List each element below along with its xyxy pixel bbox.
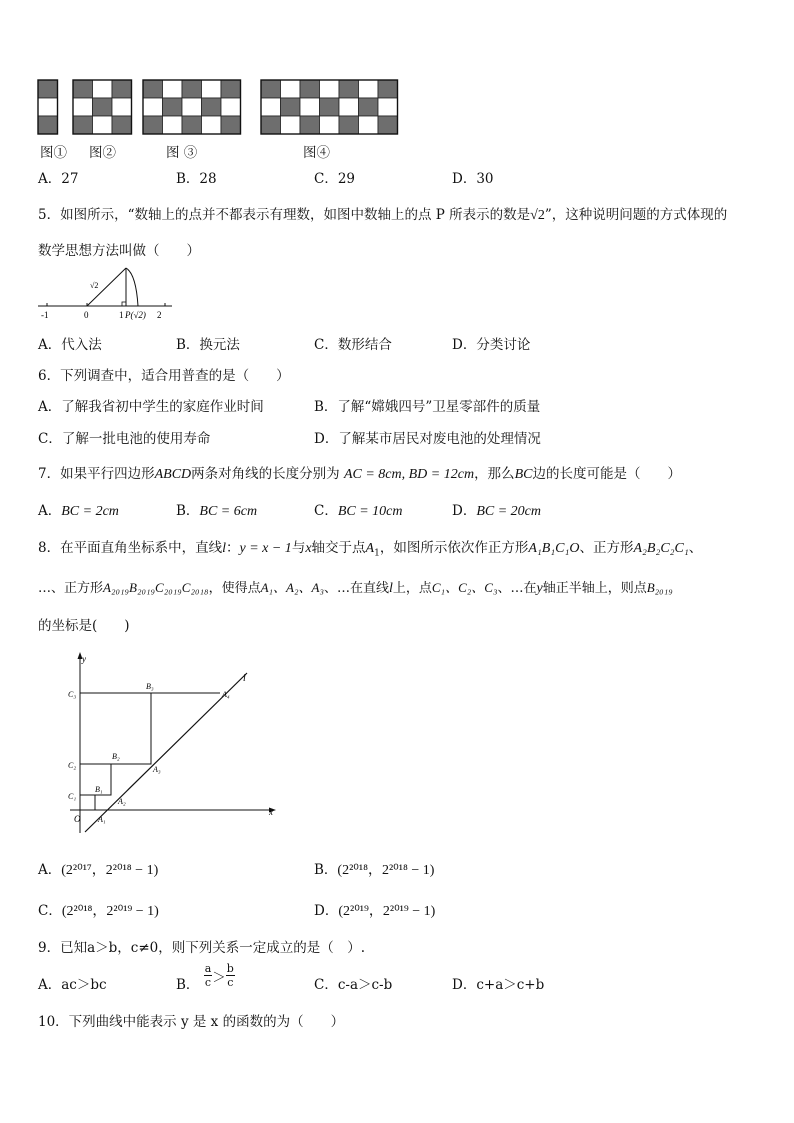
dark-tile	[163, 98, 183, 116]
a2-label: A₂	[118, 797, 126, 806]
dark-tile	[143, 80, 163, 98]
number-line-figure	[30, 262, 190, 322]
dark-tile	[143, 116, 163, 134]
dark-tile	[38, 80, 58, 98]
dark-tile	[378, 116, 398, 134]
q9-option-d: D．c+a＞c+b	[452, 977, 545, 993]
light-tile	[73, 98, 93, 116]
dark-tile	[339, 116, 359, 134]
q6-option-b: B．了解“嫦娥四号”卫星零部件的质量	[314, 399, 541, 415]
q7-stem: 7．如果平行四边形ABCD两条对角线的长度分别为 AC = 8cm, BD = 12cm，那么BC边的长度可能是（ ）	[38, 466, 681, 482]
q6-stem: 6．下列调查中，适合用普查的是（ ）	[38, 368, 290, 384]
label-sqrt2: √2	[90, 281, 99, 290]
q7-option-a: A．BC = 2cm	[38, 503, 119, 519]
q8-option-b: B．(2²⁰¹⁸，2²⁰¹⁸ − 1)	[314, 862, 435, 878]
light-tile	[320, 116, 340, 134]
q5-option-d: D．分类讨论	[452, 337, 531, 353]
q4-option-d: D．30	[452, 171, 494, 187]
light-tile	[163, 80, 183, 98]
light-tile	[221, 98, 241, 116]
light-tile	[182, 98, 202, 116]
q8-line3: 的坐标是( )	[38, 618, 130, 634]
q9-stem: 9．已知a＞b，c≠0，则下列关系一定成立的是（ ）.	[38, 940, 366, 956]
dark-tile	[281, 98, 301, 116]
light-tile	[281, 80, 301, 98]
q6-option-d: D．了解某市居民对废电池的处理情况	[314, 431, 541, 447]
fig1-label: 图①	[40, 145, 67, 161]
label-one: 1	[119, 310, 124, 320]
q8-option-a: A．(2²⁰¹⁷，2²⁰¹⁸ − 1)	[38, 862, 159, 878]
dark-tile	[261, 80, 281, 98]
light-tile	[143, 98, 163, 116]
q9-option-c: C．c-a＞c-b	[314, 977, 393, 993]
light-tile	[38, 98, 58, 116]
dark-tile	[202, 98, 222, 116]
light-tile	[339, 98, 359, 116]
a3-label: A₃	[153, 765, 161, 774]
dark-tile	[320, 98, 340, 116]
dark-tile	[38, 116, 58, 134]
b3-label: B₃	[146, 682, 154, 691]
dark-tile	[93, 98, 113, 116]
light-tile	[93, 116, 113, 134]
q8-line1: 8．在平面直角坐标系中，直线l：y = x − 1与x轴交于点$A_1$，如图所示依次作正方形A₁B₁C₁O、正方形A₂B₂C₂C₁、	[38, 540, 703, 559]
light-tile	[359, 80, 379, 98]
fig2-label: 图②	[89, 145, 116, 161]
light-tile	[320, 80, 340, 98]
dark-tile	[73, 80, 93, 98]
axis-y-label: y	[82, 654, 86, 664]
fig4-label: 图④	[303, 145, 330, 161]
a4-label: A₄	[222, 690, 230, 699]
q5-option-a: A．代入法	[38, 337, 102, 353]
dark-tile	[112, 80, 132, 98]
q7-option-b: B．BC = 6cm	[176, 503, 258, 519]
light-tile	[93, 80, 113, 98]
q8-line2: …、正方形A₂₀₁₉B₂₀₁₉C₂₀₁₉C₂₀₁₈，使得点A₁、A₂、A₃、…在直线l上，点C₁、C₂、C₃、…在y轴正半轴上，则点B₂₀₁₉	[38, 580, 673, 596]
tile-figures	[0, 0, 794, 140]
c2-label: C₂	[68, 761, 77, 770]
light-tile	[378, 98, 398, 116]
q5-option-b: B．换元法	[176, 337, 240, 353]
q7-option-d: D．BC = 20cm	[452, 503, 541, 519]
q4-option-b: B．28	[176, 171, 217, 187]
q9-option-a: A．ac＞bc	[38, 977, 107, 993]
line-l-label: l	[243, 673, 246, 684]
label-zero: 0	[84, 310, 89, 320]
dark-tile	[300, 80, 320, 98]
coordinate-squares-figure	[60, 650, 290, 840]
dark-tile	[182, 80, 202, 98]
dark-tile	[261, 116, 281, 134]
dark-tile	[221, 80, 241, 98]
light-tile	[300, 98, 320, 116]
q4-option-a: A．27	[38, 171, 79, 187]
origin-label: O	[74, 814, 81, 824]
q5-option-c: C．数形结合	[314, 337, 392, 353]
b2-label: B₂	[112, 752, 120, 761]
light-tile	[163, 116, 183, 134]
dark-tile	[359, 98, 379, 116]
q8-option-c: C．(2²⁰¹⁸，2²⁰¹⁹ − 1)	[38, 903, 159, 919]
light-tile	[202, 80, 222, 98]
a1-label: A₁	[98, 815, 106, 824]
q9-option-b: B． $\frac{a}{c}$ ＞ $\frac{b}{c}$	[176, 962, 234, 993]
c1-label: C₁	[68, 792, 77, 801]
b1-label: B₁	[95, 785, 103, 794]
fig3-label: 图 ③	[166, 145, 198, 161]
q6-option-a: A．了解我省初中学生的家庭作业时间	[38, 399, 264, 415]
dark-tile	[378, 80, 398, 98]
axis-x-label: x	[269, 807, 273, 817]
q10-stem: 10．下列曲线中能表示 y 是 x 的函数的为（ ）	[38, 1014, 345, 1030]
light-tile	[112, 98, 132, 116]
label-minus-one: -1	[41, 310, 49, 320]
dark-tile	[182, 116, 202, 134]
light-tile	[202, 116, 222, 134]
q8-option-d: D．(2²⁰¹⁹，2²⁰¹⁹ − 1)	[314, 903, 436, 919]
q6-option-c: C．了解一批电池的使用寿命	[38, 431, 211, 447]
dark-tile	[221, 116, 241, 134]
q4-option-c: C．29	[314, 171, 356, 187]
dark-tile	[300, 116, 320, 134]
light-tile	[281, 116, 301, 134]
dark-tile	[112, 116, 132, 134]
light-tile	[261, 98, 281, 116]
q5-line2: 数学思想方法叫做（ ）	[38, 243, 200, 259]
dark-tile	[73, 116, 93, 134]
q7-option-c: C．BC = 10cm	[314, 503, 403, 519]
label-p: P(√2)	[125, 310, 146, 320]
light-tile	[359, 116, 379, 134]
label-two: 2	[157, 310, 162, 320]
c3-label: C₃	[68, 690, 77, 699]
q5-line1: 5．如图所示，“数轴上的点并不都表示有理数，如图中数轴上的点 P 所表示的数是√2”，这种说明问题的方式体现的	[38, 207, 728, 223]
dark-tile	[339, 80, 359, 98]
